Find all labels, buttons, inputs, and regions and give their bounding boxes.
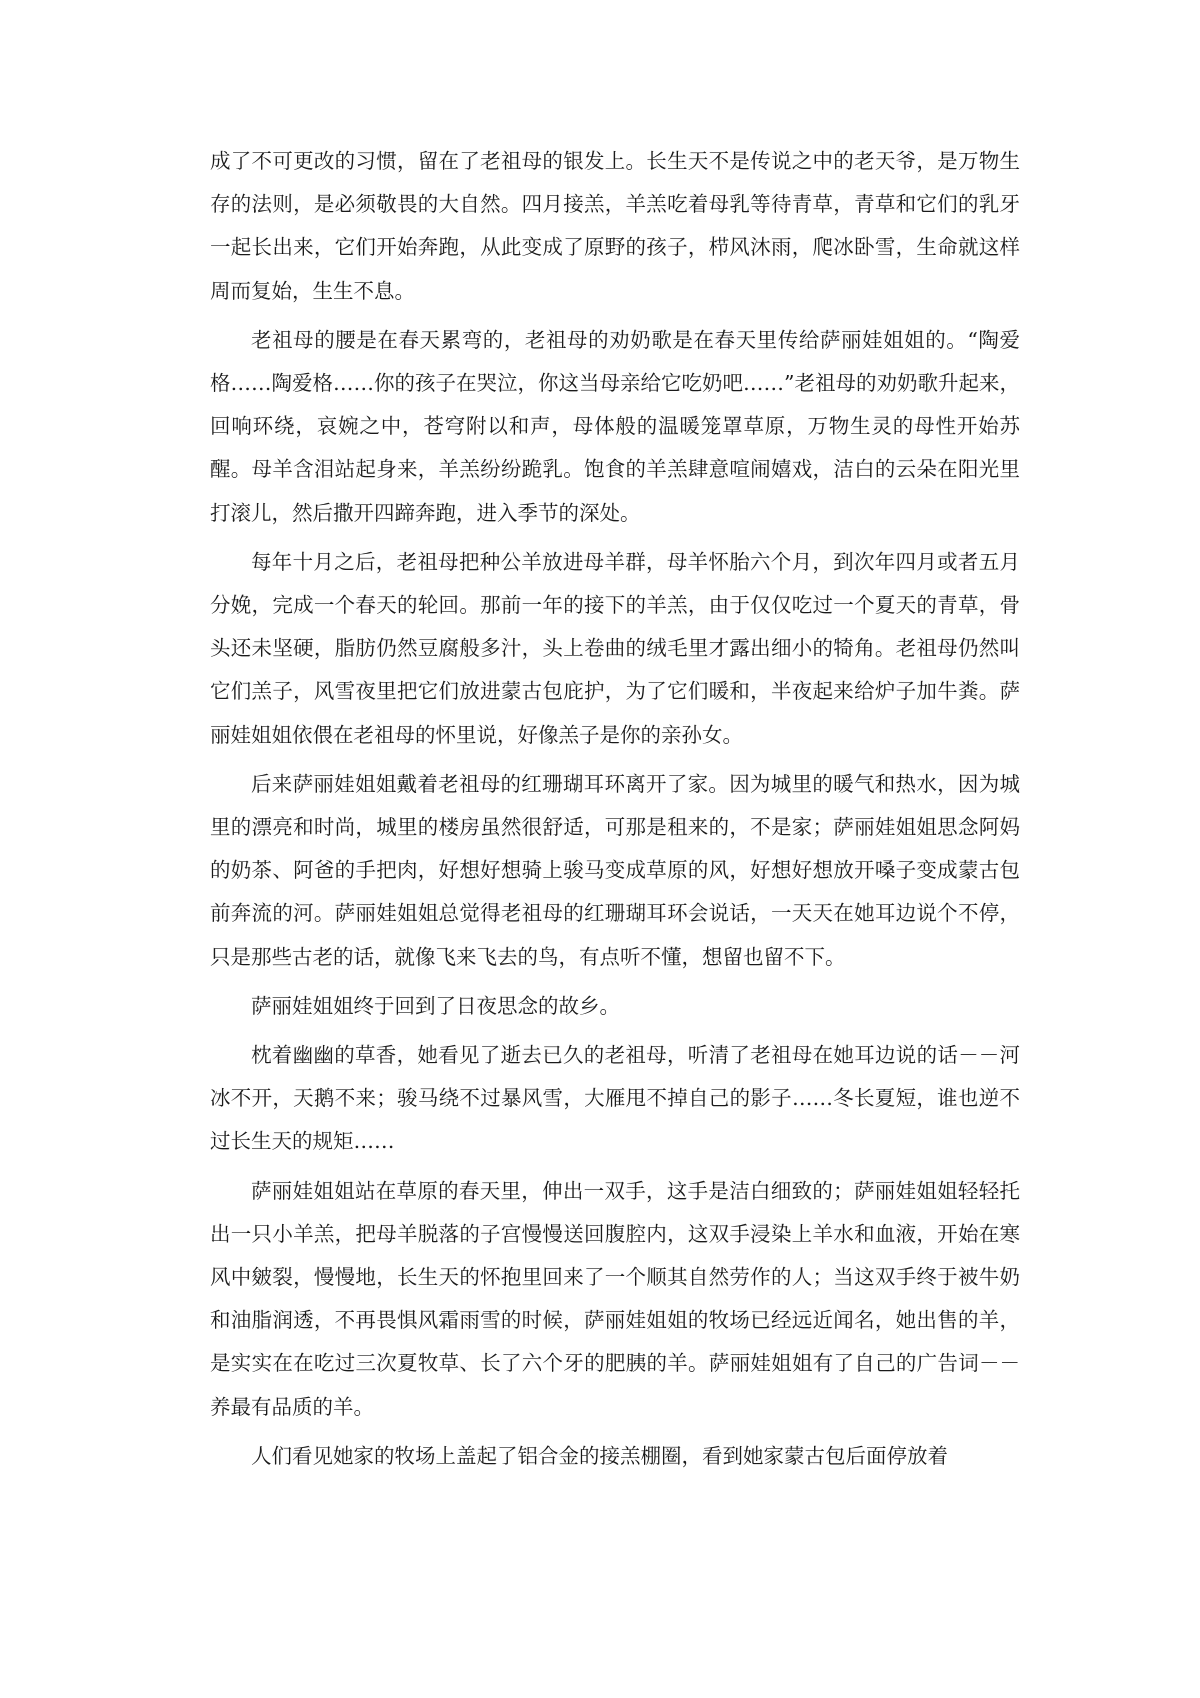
paragraph-7: 萨丽娃姐姐站在草原的春天里，伸出一双手，这手是洁白细致的；萨丽娃姐姐轻轻托出一只小羊羔，把母羊脱落的子宫慢慢送回腹腔内，这双手浸染上羊水和血液，开始在寒风中皴裂，慢慢地，长生天的怀抱里回来了一个顺其自然劳作的人；当这双手终于被牛奶和油脂润透，不再畏惧风霜雨雪的时候，萨丽娃姐姐的牧场已经远近闻名，她出售的羊，是实实在在吃过三次夏牧草、长了六个牙的肥胰的羊。萨丽娃姐姐有了自己的广告词－－养最有品质的羊。 bbox=[210, 1178, 1020, 1419]
paragraph-4: 后来萨丽娃姐姐戴着老祖母的红珊瑚耳环离开了家。因为城里的暖气和热水，因为城里的漂亮和时尚，城里的楼房虽然很舒适，可那是租来的，不是家；萨丽娃姐姐思念阿妈的奶茶、阿爸的手把肉，好想好想骑上骏马变成草原的风，好想好想放开嗓子变成蒙古包前奔流的河。萨丽娃姐姐总觉得老祖母的红珊瑚耳环会说话，一天天在她耳边说个不停，只是那些古老的话，就像飞来飞去的鸟，有点听不懂，想留也留不下。 bbox=[210, 771, 1020, 969]
paragraph-5: 萨丽娃姐姐终于回到了日夜思念的故乡。 bbox=[251, 993, 620, 1018]
paragraph-2: 老祖母的腰是在春天累弯的，老祖母的劝奶歌是在春天里传给萨丽娃姐姐的。“陶爱格……陶爱格……你的孩子在哭泣，你这当母亲给它吃奶吧……”老祖母的劝奶歌升起来，回响环绕，哀婉之中，苍穹附以和声，母体般的温暖笼罩草原，万物生灵的母性开始苏醒。母羊含泪站起身来，羊羔纷纷跪乳。饱食的羊羔肆意喧闹嬉戏，洁白的云朵在阳光里打滚儿，然后撒开四蹄奔跑，进入季节的深处。 bbox=[210, 327, 1020, 525]
document-page bbox=[210, 140, 1020, 1484]
paragraph-8: 人们看见她家的牧场上盖起了铝合金的接羔棚圈，看到她家蒙古包后面停放着 bbox=[251, 1443, 948, 1468]
paragraph-1: 成了不可更改的习惯，留在了老祖母的银发上。长生天不是传说之中的老天爷，是万物生存的法则，是必须敬畏的大自然。四月接羔，羊羔吃着母乳等待青草，青草和它们的乳牙一起长出来，它们开始奔跑，从此变成了原野的孩子，栉风沐雨，爬冰卧雪，生命就这样周而复始，生生不息。 bbox=[210, 149, 1020, 303]
paragraph-3: 每年十月之后，老祖母把种公羊放进母羊群，母羊怀胎六个月，到次年四月或者五月分娩，完成一个春天的轮回。那前一年的接下的羊羔，由于仅仅吃过一个夏天的青草，骨头还未坚硬，脂肪仍然豆腐般多汁，头上卷曲的绒毛里才露出细小的犄角。老祖母仍然叫它们羔子，风雪夜里把它们放进蒙古包庇护，为了它们暖和，半夜起来给炉子加牛粪。萨丽娃姐姐依偎在老祖母的怀里说，好像羔子是你的亲孙女。 bbox=[210, 549, 1020, 747]
paragraph-6: 枕着幽幽的草香，她看见了逝去已久的老祖母，听清了老祖母在她耳边说的话－－河冰不开，天鹅不来；骏马绕不过暴风雪，大雁甩不掉自己的影子……冬长夏短，谁也逆不过长生天的规矩…… bbox=[210, 1043, 1020, 1154]
